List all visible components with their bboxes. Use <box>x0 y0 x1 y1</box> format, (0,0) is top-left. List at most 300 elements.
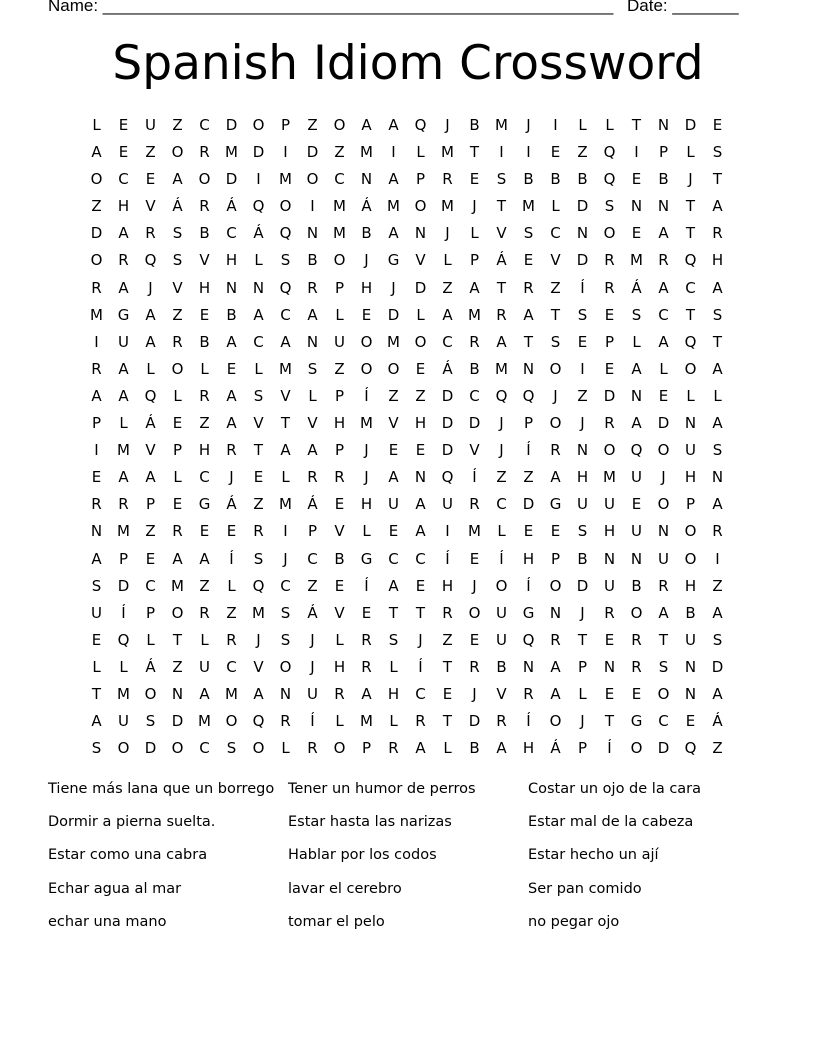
grid-letter: O <box>630 739 643 758</box>
grid-letter: O <box>657 495 670 514</box>
grid-letter: N <box>306 224 319 243</box>
grid-letter: H <box>225 251 238 270</box>
grid-letter: N <box>657 116 670 134</box>
grid-letter: C <box>658 305 669 324</box>
grid-letter: C <box>550 224 561 243</box>
grid-letter: Q <box>630 441 643 460</box>
grid-letter: R <box>172 522 183 541</box>
word-bank-item: tomar el pelo <box>288 913 385 930</box>
grid-letter: O <box>90 251 103 270</box>
grid-letter: A <box>118 386 129 405</box>
grid-letter: A <box>118 468 129 487</box>
grid-letter: U <box>577 495 588 514</box>
grid-letter: Á <box>307 603 318 622</box>
grid-letter: N <box>630 549 643 568</box>
grid-letter: C <box>685 278 696 297</box>
grid-letter: R <box>334 684 345 703</box>
grid-letter: B <box>523 170 534 189</box>
grid-letter: J <box>472 197 477 216</box>
grid-letter: I <box>580 359 585 378</box>
grid-letter: M <box>603 468 616 487</box>
grid-letter: Z <box>199 414 210 433</box>
grid-letter: O <box>549 576 562 595</box>
grid-letter: A <box>280 332 291 351</box>
grid-letter: Í <box>580 278 585 297</box>
grid-letter: P <box>577 657 588 676</box>
grid-letter: E <box>334 495 345 514</box>
grid-letter: J <box>661 468 666 487</box>
grid-letter: A <box>361 684 372 703</box>
grid-letter: B <box>496 657 507 676</box>
grid-letter: U <box>604 576 615 595</box>
grid-letter: Í <box>472 468 477 487</box>
grid-letter: E <box>226 359 237 378</box>
grid-letter: S <box>388 630 399 649</box>
grid-letter: E <box>388 522 399 541</box>
grid-letter: Á <box>145 657 156 676</box>
grid-letter: O <box>603 441 616 460</box>
grid-letter: D <box>576 197 589 216</box>
grid-letter: M <box>468 522 481 541</box>
grid-letter: Z <box>496 468 507 487</box>
grid-letter: M <box>387 332 400 351</box>
grid-letter: L <box>686 143 695 162</box>
grid-letter: S <box>712 143 723 162</box>
grid-letter: R <box>361 657 372 676</box>
grid-letter: A <box>469 278 480 297</box>
grid-letter: Z <box>523 468 534 487</box>
grid-letter: C <box>415 684 426 703</box>
grid-letter: L <box>173 468 182 487</box>
grid-letter: C <box>199 468 210 487</box>
grid-letter: D <box>657 739 670 758</box>
grid-letter: O <box>90 170 103 189</box>
grid-letter: Q <box>495 386 508 405</box>
grid-letter: T <box>685 224 696 243</box>
grid-letter: R <box>712 224 723 243</box>
grid-letter: Á <box>550 739 561 758</box>
grid-letter: T <box>523 332 534 351</box>
grid-letter: P <box>604 332 615 351</box>
grid-letter: O <box>333 739 346 758</box>
grid-letter: R <box>631 630 642 649</box>
word-bank-item: Dormir a pierna suelta. <box>48 814 216 831</box>
grid-letter: R <box>415 712 426 731</box>
grid-letter: J <box>472 684 477 703</box>
grid-letter: R <box>91 359 102 378</box>
grid-letter: U <box>631 468 642 487</box>
grid-letter: L <box>659 359 668 378</box>
grid-letter: T <box>685 305 696 324</box>
grid-letter: Q <box>603 170 616 189</box>
grid-letter: A <box>199 684 210 703</box>
grid-letter: T <box>442 712 453 731</box>
grid-letter: H <box>360 495 373 514</box>
grid-letter: Q <box>441 468 454 487</box>
grid-letter: H <box>441 576 454 595</box>
grid-letter: D <box>306 143 319 162</box>
grid-letter: C <box>469 386 480 405</box>
grid-letter: A <box>361 116 372 134</box>
grid-letter: M <box>360 143 373 162</box>
grid-letter: I <box>283 143 288 162</box>
grid-letter: S <box>172 251 183 270</box>
grid-letter: O <box>360 359 373 378</box>
grid-letter: A <box>658 603 669 622</box>
grid-letter: J <box>364 441 369 460</box>
grid-letter: T <box>550 305 561 324</box>
grid-letter: A <box>523 305 534 324</box>
grid-letter: C <box>280 305 291 324</box>
grid-letter: R <box>442 170 453 189</box>
word-bank-item: Echar agua al mar <box>48 880 182 897</box>
grid-letter: Q <box>252 712 265 731</box>
grid-letter: Á <box>226 197 237 216</box>
grid-letter: D <box>117 576 130 595</box>
grid-letter: A <box>388 224 399 243</box>
grid-letter: I <box>499 143 504 162</box>
grid-letter: Z <box>307 116 318 134</box>
grid-letter: G <box>198 495 211 514</box>
grid-letter: N <box>414 468 427 487</box>
grid-letter: R <box>199 386 210 405</box>
grid-letter: A <box>496 739 507 758</box>
grid-letter: L <box>92 116 101 134</box>
grid-letter: C <box>442 332 453 351</box>
grid-letter: H <box>603 522 616 541</box>
grid-letter: S <box>604 197 615 216</box>
grid-letter: M <box>495 359 508 378</box>
grid-letter: U <box>145 116 156 134</box>
grid-letter: Z <box>199 576 210 595</box>
grid-letter: R <box>712 522 723 541</box>
word-bank-item: Ser pan comido <box>528 880 642 897</box>
grid-letter: Á <box>145 414 156 433</box>
grid-letter: M <box>441 143 454 162</box>
grid-letter: J <box>229 468 234 487</box>
grid-letter: Q <box>279 224 292 243</box>
grid-letter: L <box>389 657 398 676</box>
grid-letter: A <box>415 739 426 758</box>
grid-letter: U <box>442 495 453 514</box>
grid-letter: O <box>171 143 184 162</box>
grid-letter: H <box>684 576 697 595</box>
grid-letter: P <box>145 603 156 622</box>
grid-letter: J <box>310 657 315 676</box>
grid-letter: U <box>334 332 345 351</box>
grid-letter: R <box>253 522 264 541</box>
grid-letter: Á <box>307 495 318 514</box>
grid-letter: O <box>117 739 130 758</box>
grid-letter: O <box>549 359 562 378</box>
grid-letter: B <box>631 576 642 595</box>
grid-letter: O <box>684 549 697 568</box>
grid-letter: P <box>658 143 669 162</box>
grid-letter: A <box>712 414 723 433</box>
grid-letter: C <box>145 576 156 595</box>
grid-letter: E <box>415 359 426 378</box>
grid-letter: R <box>172 332 183 351</box>
grid-letter: S <box>577 305 588 324</box>
grid-letter: A <box>388 170 399 189</box>
grid-letter: E <box>172 495 183 514</box>
grid-letter: L <box>146 630 155 649</box>
grid-letter: M <box>441 197 454 216</box>
grid-letter: E <box>91 468 102 487</box>
grid-letter: B <box>469 359 480 378</box>
grid-letter: M <box>198 712 211 731</box>
grid-letter: Á <box>712 712 723 731</box>
word-bank-item: Costar un ojo de la cara <box>528 781 702 797</box>
grid-letter: S <box>253 549 264 568</box>
grid-letter: D <box>171 712 184 731</box>
grid-letter: L <box>578 684 587 703</box>
grid-letter: A <box>280 441 291 460</box>
grid-letter: Z <box>145 143 156 162</box>
grid-letter: A <box>631 359 642 378</box>
name-date-header <box>48 0 748 18</box>
grid-letter: V <box>145 441 156 460</box>
grid-letter: O <box>171 603 184 622</box>
grid-letter: O <box>279 657 292 676</box>
grid-letter: V <box>307 414 318 433</box>
grid-letter: O <box>333 116 346 134</box>
grid-letter: H <box>333 657 346 676</box>
grid-letter: E <box>712 116 723 134</box>
grid-letter: O <box>414 332 427 351</box>
grid-letter: Z <box>712 576 723 595</box>
grid-letter: M <box>522 197 535 216</box>
grid-letter: P <box>361 739 372 758</box>
grid-letter: Z <box>442 630 453 649</box>
grid-letter: R <box>199 603 210 622</box>
grid-letter: M <box>279 170 292 189</box>
word-bank <box>48 776 788 942</box>
grid-letter: D <box>576 576 589 595</box>
grid-letter: E <box>469 170 480 189</box>
grid-letter: R <box>442 603 453 622</box>
grid-letter: O <box>144 684 157 703</box>
grid-letter: Í <box>121 603 126 622</box>
grid-letter: Z <box>442 278 453 297</box>
grid-letter: J <box>580 712 585 731</box>
grid-letter: H <box>522 739 535 758</box>
grid-letter: R <box>199 143 210 162</box>
grid-letter: N <box>279 684 292 703</box>
grid-letter: L <box>254 359 263 378</box>
grid-letter: N <box>684 657 697 676</box>
grid-letter: S <box>658 657 669 676</box>
grid-letter: R <box>118 251 129 270</box>
grid-letter: J <box>580 414 585 433</box>
grid-letter: N <box>360 170 373 189</box>
grid-letter: C <box>226 224 237 243</box>
grid-letter: S <box>631 305 642 324</box>
grid-letter: D <box>576 251 589 270</box>
grid-letter: Z <box>145 522 156 541</box>
grid-letter: H <box>333 414 346 433</box>
grid-letter: P <box>469 251 480 270</box>
grid-letter: L <box>308 386 317 405</box>
grid-letter: L <box>443 739 452 758</box>
grid-letter: Z <box>388 386 399 405</box>
grid-letter: R <box>550 630 561 649</box>
grid-letter: L <box>335 712 344 731</box>
grid-letter: A <box>253 305 264 324</box>
grid-letter: N <box>603 549 616 568</box>
grid-letter: Í <box>364 576 369 595</box>
grid-letter: R <box>145 224 156 243</box>
grid-letter: E <box>199 522 210 541</box>
grid-letter: S <box>307 359 318 378</box>
grid-letter: D <box>387 305 400 324</box>
grid-letter: U <box>685 630 696 649</box>
grid-letter: A <box>91 549 102 568</box>
grid-letter: M <box>117 441 130 460</box>
grid-letter: C <box>658 712 669 731</box>
grid-letter: E <box>631 495 642 514</box>
grid-letter: B <box>226 305 237 324</box>
grid-letter: E <box>523 251 534 270</box>
grid-letter: V <box>253 414 264 433</box>
grid-letter: T <box>442 657 453 676</box>
grid-letter: E <box>361 305 372 324</box>
grid-letter: Á <box>361 197 372 216</box>
grid-letter: J <box>580 603 585 622</box>
grid-letter: L <box>200 359 209 378</box>
grid-letter: R <box>226 441 237 460</box>
word-bank-item: Tiene más lana que un borrego <box>48 781 275 797</box>
grid-letter: H <box>117 197 130 216</box>
grid-letter: S <box>712 630 723 649</box>
grid-letter: L <box>551 197 560 216</box>
grid-letter: Á <box>631 278 642 297</box>
grid-letter: C <box>199 739 210 758</box>
grid-letter: L <box>173 386 182 405</box>
grid-letter: Í <box>526 712 531 731</box>
grid-letter: J <box>688 170 693 189</box>
grid-letter: T <box>496 197 507 216</box>
grid-letter: I <box>391 143 396 162</box>
grid-letter: M <box>360 414 373 433</box>
grid-letter: Z <box>577 386 588 405</box>
grid-letter: V <box>496 224 507 243</box>
grid-letter: V <box>280 386 291 405</box>
grid-letter: T <box>388 603 399 622</box>
grid-letter: E <box>577 332 588 351</box>
grid-letter: M <box>279 495 292 514</box>
grid-letter: L <box>281 739 290 758</box>
grid-letter: J <box>499 441 504 460</box>
grid-letter: H <box>576 468 589 487</box>
grid-letter: A <box>712 359 723 378</box>
grid-letter: M <box>468 305 481 324</box>
grid-letter: T <box>712 170 723 189</box>
grid-letter: J <box>310 630 315 649</box>
grid-letter: D <box>225 116 238 134</box>
grid-letter: N <box>171 684 184 703</box>
grid-letter: Q <box>684 251 697 270</box>
grid-letter: L <box>497 522 506 541</box>
grid-letter: U <box>118 332 129 351</box>
grid-letter: Q <box>279 278 292 297</box>
grid-letter: A <box>226 332 237 351</box>
grid-letter: E <box>685 712 696 731</box>
grid-letter: D <box>225 170 238 189</box>
grid-letter: D <box>441 414 454 433</box>
grid-letter: J <box>445 224 450 243</box>
grid-letter: P <box>334 441 345 460</box>
grid-letter: P <box>415 170 426 189</box>
grid-letter: Z <box>712 739 723 758</box>
grid-letter: B <box>469 739 480 758</box>
grid-letter: R <box>226 630 237 649</box>
grid-letter: U <box>118 712 129 731</box>
word-bank-item: lavar el cerebro <box>288 880 402 897</box>
grid-letter: V <box>334 603 345 622</box>
grid-letter: A <box>415 495 426 514</box>
grid-letter: V <box>388 414 399 433</box>
grid-letter: S <box>712 441 723 460</box>
grid-letter: A <box>415 522 426 541</box>
grid-letter: O <box>630 603 643 622</box>
grid-letter: L <box>605 116 614 134</box>
grid-letter: U <box>496 630 507 649</box>
grid-letter: Q <box>414 116 427 134</box>
grid-letter: Z <box>172 657 183 676</box>
grid-letter: N <box>657 522 670 541</box>
grid-letter: T <box>658 630 669 649</box>
grid-letter: O <box>684 522 697 541</box>
grid-letter: A <box>631 414 642 433</box>
grid-letter: T <box>604 712 615 731</box>
grid-letter: E <box>91 630 102 649</box>
grid-letter: G <box>117 305 130 324</box>
grid-letter: S <box>712 305 723 324</box>
grid-letter: Í <box>526 441 531 460</box>
grid-letter: D <box>441 441 454 460</box>
grid-letter: Á <box>496 251 507 270</box>
grid-letter: Á <box>442 359 453 378</box>
grid-letter: L <box>335 630 344 649</box>
grid-letter: J <box>283 549 288 568</box>
grid-letter: N <box>306 332 319 351</box>
grid-letter: P <box>550 549 561 568</box>
grid-letter: D <box>441 386 454 405</box>
grid-letter: M <box>279 359 292 378</box>
grid-letter: O <box>549 712 562 731</box>
grid-letter: R <box>658 576 669 595</box>
grid-letter: V <box>334 522 345 541</box>
grid-letter: B <box>199 332 210 351</box>
grid-letter: P <box>523 414 534 433</box>
grid-letter: E <box>631 224 642 243</box>
grid-letter: B <box>199 224 210 243</box>
grid-letter: I <box>526 143 531 162</box>
grid-letter: R <box>388 739 399 758</box>
grid-letter: E <box>145 549 156 568</box>
grid-letter: I <box>283 522 288 541</box>
grid-letter: D <box>144 739 157 758</box>
grid-letter: R <box>523 684 534 703</box>
grid-letter: E <box>145 170 156 189</box>
grid-letter: J <box>391 278 396 297</box>
grid-letter: R <box>631 657 642 676</box>
grid-letter: Í <box>526 576 531 595</box>
grid-letter: U <box>388 495 399 514</box>
grid-letter: L <box>632 332 641 351</box>
grid-letter: A <box>118 278 129 297</box>
